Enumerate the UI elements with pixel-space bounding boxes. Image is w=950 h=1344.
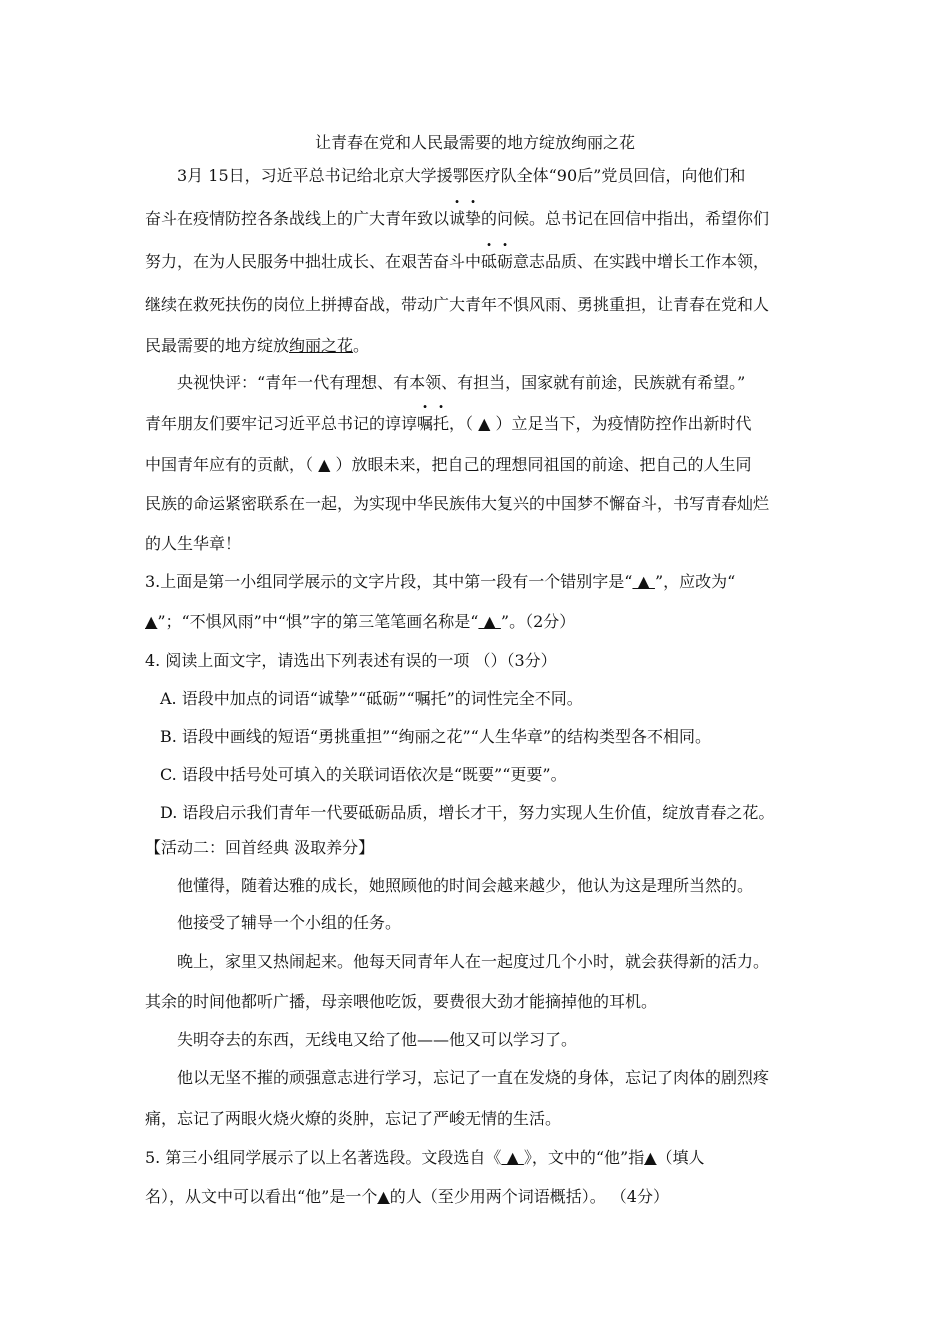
- text: 青年朋友们要牢记习近平总书记的谆谆: [145, 414, 418, 433]
- dotted-char: 砺: [497, 252, 514, 271]
- p1-line-2: [145, 209, 810, 229]
- excerpt-line-3: 晚上，家里又热闹起来。他每天同青年人在一起度过几个小时，就会获得新的活力。: [177, 952, 770, 971]
- text: 意志品质、在实践中增长工作本领，: [513, 252, 770, 271]
- excerpt-line-1: 他懂得，随着达雅的成长，她照顾他的时间会越来越少，他认为这是理所当然的。: [177, 876, 754, 895]
- text: ”。（2分）: [500, 612, 576, 631]
- excerpt-line-2: 他接受了辅导一个小组的任务。: [177, 913, 402, 932]
- excerpt-line-5: 失明夺去的东西，无线电又给了他——他又可以学习了。: [177, 1030, 578, 1049]
- p2-line-4: 民族的命运紧密联系在一起，为实现中华民族伟大复兴的中国梦不懈奋斗，书写青春灿烂: [145, 494, 770, 513]
- dotted-char: 砥: [481, 252, 498, 271]
- excerpt-line-7: 痛，忘记了两眼火烧火燎的炎肿，忘记了严峻无情的生活。: [145, 1109, 562, 1128]
- dotted-char: 诚: [449, 209, 466, 228]
- q4-stem: 4. 阅读上面文字，请选出下列表述有误的一项 （）（3分）: [145, 651, 557, 670]
- q4-option-c: C. 语段中括号处可填入的关联词语依次是“既要”“更要”。: [160, 765, 567, 784]
- answer-blank: ▲: [632, 572, 655, 591]
- text: 名），从文中可以看出“他”是一个: [145, 1187, 378, 1206]
- text: 努力，在为人民服务中拙壮成长、在艰苦奋斗中: [145, 252, 482, 271]
- answer-blank: ▲: [644, 1148, 657, 1167]
- q5-line-1: [145, 1148, 810, 1168]
- p2-line-1: 央视快评：“青年一代有理想、有本领、有担当，国家就有前途，民族就有希望。”: [177, 373, 746, 392]
- q4-option-b: B. 语段中画线的短语“勇挑重担”“绚丽之花”“人生华章”的结构类型各不相同。: [160, 727, 712, 746]
- excerpt-line-6: 他以无坚不摧的顽强意志进行学习，忘记了一直在发烧的身体，忘记了肉体的剧烈疼: [177, 1068, 770, 1087]
- text: 民最需要的地方绽放: [145, 336, 290, 355]
- text: ”；“不惧风雨”中“惧”字的第三笔笔画名称是“: [157, 612, 479, 631]
- text: 5. 第三小组同学展示了以上名著选段。文段选自《: [145, 1148, 502, 1167]
- q4-option-d: D. 语段启示我们青年一代要砥砺品质，增长才干，努力实现人生价值，绽放青春之花。: [160, 803, 775, 822]
- text: 》，文中的“他”指: [523, 1148, 645, 1167]
- text: 的问候。总书记在回信中指出，希望你们: [481, 209, 770, 228]
- text: （填人: [656, 1148, 705, 1167]
- dotted-char: 嘱: [417, 414, 434, 433]
- answer-blank: ▲: [501, 1148, 524, 1167]
- q3-line-2: [145, 612, 810, 632]
- article-title: 让青春在党和人民最需要的地方绽放绚丽之花: [314, 133, 635, 152]
- dotted-char: 托: [433, 414, 450, 433]
- text: 的人（至少用两个词语概括）。 （4分）: [389, 1187, 669, 1206]
- p2-line-2: [145, 414, 810, 434]
- p1-line-4: 继续在救死扶伤的岗位上拼搏奋战，带动广大青年不惧风雨、勇挑重担，让青春在党和人: [145, 295, 770, 314]
- q4-option-a: A. 语段中加点的词语“诚挚”“砥砺”“嘱托”的词性完全不同。: [160, 689, 583, 708]
- answer-blank: ▲: [478, 612, 501, 631]
- text: 奋斗在疫情防控各条战线上的广大青年致以: [145, 209, 450, 228]
- activity-heading: 【活动二：回首经典 汲取养分】: [145, 838, 375, 857]
- p1-line-5: [145, 336, 810, 356]
- text: 3.上面是第一小组同学展示的文字片段，其中第一段有一个错别字是“: [145, 572, 633, 591]
- q5-line-2: [145, 1187, 810, 1207]
- text: ”，应改为“: [654, 572, 736, 591]
- p2-line-3: 中国青年应有的贡献，（ ▲ ）放眼未来，把自己的理想同祖国的前途、把自己的人生同: [145, 455, 752, 474]
- p2-line-5: 的人生华章！: [145, 534, 242, 553]
- answer-blank: ▲: [145, 612, 158, 631]
- dotted-char: 挚: [465, 209, 482, 228]
- p1-line-3: [145, 252, 810, 272]
- answer-blank: ▲: [377, 1187, 390, 1206]
- q3-line-1: [145, 572, 810, 592]
- text: 。: [353, 336, 370, 355]
- text: ，（ ▲ ）立足当下，为疫情防控作出新时代: [449, 414, 752, 433]
- p1-line-1: 3月 15日，习近平总书记给北京大学援鄂医疗队全体“90后”党员回信，向他们和: [177, 166, 746, 185]
- underlined-phrase: 绚丽之花: [289, 336, 354, 355]
- excerpt-line-4: 其余的时间他都听广播，母亲喂他吃饭，要费很大劲才能摘掉他的耳机。: [145, 992, 658, 1011]
